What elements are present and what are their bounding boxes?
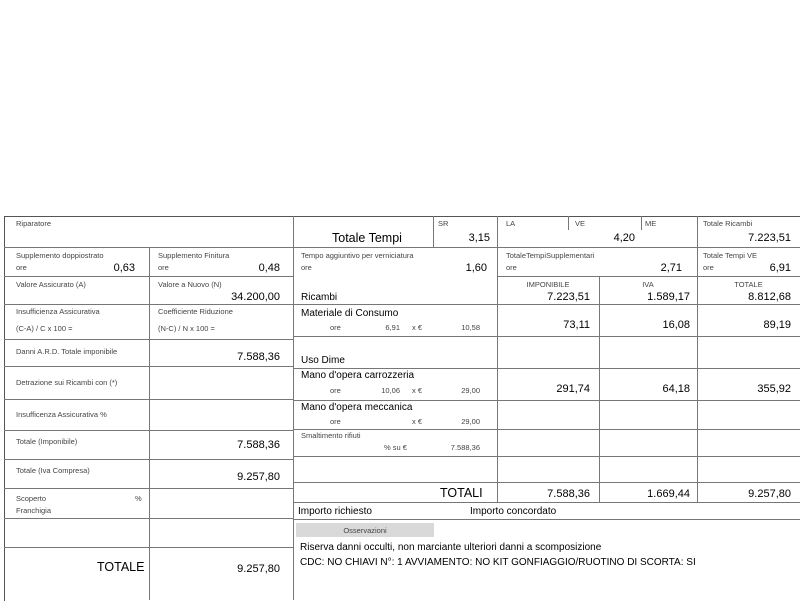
divider (4, 430, 293, 431)
supp-finitura-unit: ore (158, 263, 169, 272)
totale-imp-label: Totale (Imponibile) (16, 437, 78, 446)
scoperto-pct: % (135, 494, 142, 503)
carr-hours: 10,06 (381, 386, 400, 395)
supp-doppiostrato-label: Supplemento doppiostrato (16, 251, 104, 260)
mat-imp: 73,11 (563, 319, 590, 331)
mat-iva: 16,08 (662, 319, 690, 331)
mecc-x: x € (412, 417, 423, 426)
tot-ricambi-label: Totale Ricambi (703, 219, 753, 228)
totali-imp: 7.588,36 (547, 488, 590, 500)
tot-ve-unit: ore (703, 263, 714, 272)
tot-supp-value: 2,71 (660, 262, 682, 274)
divider (293, 482, 800, 483)
danni-ard-label: Danni A.R.D. Totale imponibile (16, 347, 118, 356)
carr-imp: 291,74 (556, 383, 590, 395)
divider (697, 216, 698, 502)
importo-concordato-label: Importo concordato (470, 506, 557, 517)
totale-tempi-label: Totale Tempi (332, 231, 402, 245)
tempo-vern-label: Tempo aggiuntivo per verniciatura (301, 251, 414, 260)
scoperto-label: Scoperto (16, 494, 47, 503)
divider (568, 216, 569, 230)
osservazioni-header: Osservazioni (343, 526, 387, 535)
divider (497, 276, 800, 277)
tot-ve-value: 6,91 (769, 262, 791, 274)
sr-label: SR (438, 219, 449, 228)
valore-assicurato-label: Valore Assicurato (A) (16, 280, 86, 289)
divider (4, 518, 293, 519)
ricambi-label: Ricambi (301, 292, 338, 303)
tot-ricambi-value: 7.223,51 (748, 232, 791, 244)
totali-label: TOTALI (440, 486, 483, 500)
tot-supp-label: TotaleTempiSupplementari (506, 251, 595, 260)
divider (4, 304, 293, 305)
mat-tot: 89,19 (763, 319, 791, 331)
divider (293, 502, 800, 503)
divider (433, 216, 434, 247)
tot-ve-label: Totale Tempi VE (703, 251, 758, 260)
coeff-rid-label: Coefficiente Riduzione (158, 307, 233, 316)
carr-tot: 355,92 (757, 383, 791, 395)
divider (293, 400, 800, 401)
valore-nuovo-value: 34.200,00 (231, 291, 280, 303)
tempo-vern-value: 1,60 (465, 262, 487, 274)
col-iva: IVA (642, 280, 654, 289)
mat-ore: ore (330, 323, 341, 332)
carr-ore: ore (330, 386, 341, 395)
divider (4, 339, 293, 340)
ricambi-iva: 1.589,17 (647, 291, 690, 303)
divider (4, 547, 293, 548)
ve-value: 4,20 (613, 232, 635, 244)
smalt-pct: % su € (384, 443, 407, 452)
importo-richiesto-label: Importo richiesto (298, 506, 372, 517)
divider (4, 399, 293, 400)
me-label: ME (645, 219, 657, 228)
supp-doppiostrato-value: 0,63 (113, 262, 135, 274)
divider (293, 429, 800, 430)
supp-doppiostrato-unit: ore (16, 263, 27, 272)
totali-tot: 9.257,80 (748, 488, 791, 500)
insuff-formula: (C-A) / C x 100 = (16, 324, 73, 333)
totali-iva: 1.669,44 (647, 488, 690, 500)
carr-x: x € (412, 386, 423, 395)
valore-nuovo-label: Valore a Nuovo (N) (158, 280, 222, 289)
divider (293, 336, 800, 337)
supp-finitura-value: 0,48 (258, 262, 280, 274)
mecc-ore: ore (330, 417, 341, 426)
mat-hours: 6,91 (385, 323, 400, 332)
divider (4, 276, 293, 277)
ricambi-imp: 7.223,51 (547, 291, 590, 303)
tempo-vern-unit: ore (301, 263, 312, 272)
divider (497, 216, 498, 502)
uso-dime-label: Uso Dime (301, 355, 345, 366)
smalt-label: Smaltimento rifiuti (301, 431, 361, 440)
divider (293, 216, 294, 600)
col-imponibile: IMPONIBILE (526, 280, 570, 289)
divider (641, 216, 642, 230)
col-totale: TOTALE (734, 280, 763, 289)
mat-x: x € (412, 323, 423, 332)
totale-imp-value: 7.588,36 (237, 439, 280, 451)
totale-value: 9.257,80 (237, 563, 280, 575)
coeff-formula: (N-C) / N x 100 = (158, 324, 215, 333)
divider (293, 304, 800, 305)
materiale-label: Materiale di Consumo (301, 308, 399, 319)
ve-label: VE (575, 219, 586, 228)
la-label: LA (506, 219, 516, 228)
divider (293, 368, 800, 369)
detrazione-label: Detrazione sui Ricambi con (*) (16, 378, 118, 387)
observation-line-2: CDC: NO CHIAVI N°: 1 AVVIAMENTO: NO KIT GONFIAGGIO/RUOTINO DI SCORTA: SI (300, 557, 696, 568)
divider (4, 366, 293, 367)
divider (4, 459, 293, 460)
mano-mecc-label: Mano d'opera meccanica (301, 402, 413, 413)
carr-iva: 64,18 (662, 383, 690, 395)
carr-rate: 29,00 (461, 386, 480, 395)
totale-iva-label: Totale (Iva Compresa) (16, 466, 90, 475)
riparatore-label: Riparatore (16, 219, 52, 228)
sr-value: 3,15 (468, 232, 490, 244)
divider (4, 488, 293, 489)
insuff-ass-label: Insufficienza Assicurativa (16, 307, 100, 316)
danni-ard-value: 7.588,36 (237, 351, 280, 363)
mecc-rate: 29,00 (461, 417, 480, 426)
ricambi-tot: 8.812,68 (748, 291, 791, 303)
divider (293, 519, 800, 520)
divider (293, 456, 800, 457)
observation-line-1: Riserva danni occulti, non marciante ulteriori danni a scomposizione (300, 542, 602, 553)
smalt-base: 7.588,36 (450, 443, 480, 452)
insuff-pct-label: Insufficenza Assicurativa % (16, 410, 107, 419)
mano-carr-label: Mano d'opera carrozzeria (301, 370, 415, 381)
totale-iva-value: 9.257,80 (237, 471, 280, 483)
franchigia-label: Franchigia (16, 506, 52, 515)
tot-supp-unit: ore (506, 263, 517, 272)
supp-finitura-label: Supplemento Finitura (158, 251, 230, 260)
divider (4, 247, 800, 248)
mat-rate: 10,58 (461, 323, 480, 332)
totale-label: TOTALE (97, 560, 145, 574)
